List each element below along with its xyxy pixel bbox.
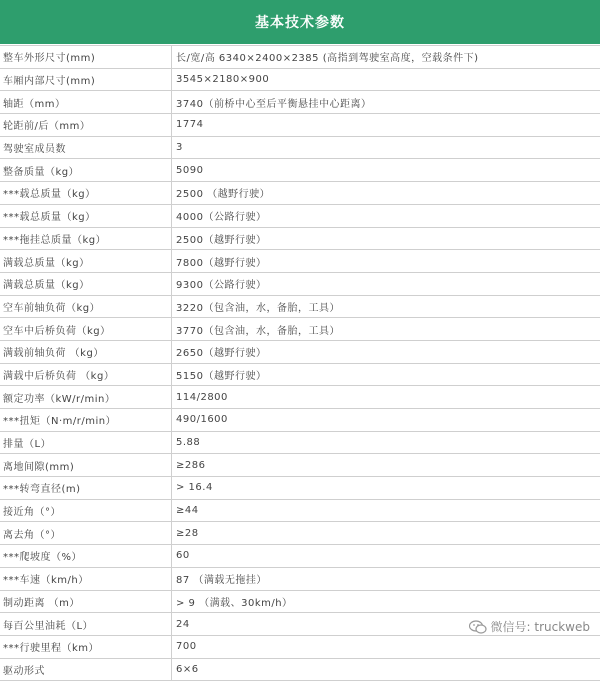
row-value: 3545×2180×900 — [172, 68, 600, 91]
row-label: 满载前轴负荷 （kg） — [0, 340, 172, 363]
row-label: 排量（L） — [0, 431, 172, 454]
row-label: 额定功率（kW/r/min） — [0, 386, 172, 409]
row-label: 每百公里油耗（L） — [0, 613, 172, 636]
table-row — [0, 204, 600, 227]
row-label: 离去角（°） — [0, 522, 172, 545]
table-row — [0, 409, 600, 432]
row-label: ***扭矩（N·m/r/min） — [0, 409, 172, 432]
row-value: 24 — [172, 613, 600, 636]
table-row — [0, 454, 600, 477]
table-row — [0, 567, 600, 590]
row-value: 4000（公路行驶） — [172, 204, 600, 227]
row-value: > 9 （满载、30km/h） — [172, 590, 600, 613]
table-row — [0, 114, 600, 137]
row-value: 1774 — [172, 114, 600, 137]
row-label: 空车中后桥负荷（kg） — [0, 318, 172, 341]
row-label: 满载中后桥负荷 （kg） — [0, 363, 172, 386]
title-text: 基本技术参数 — [255, 12, 345, 32]
row-value: 5150（越野行驶） — [172, 363, 600, 386]
table-row — [0, 136, 600, 159]
row-value: 9300（公路行驶） — [172, 272, 600, 295]
row-label: 满载总质量（kg） — [0, 272, 172, 295]
table-row — [0, 658, 600, 681]
table-row — [0, 499, 600, 522]
table-row — [0, 386, 600, 409]
row-label: 整车外形尺寸(mm) — [0, 46, 172, 69]
row-value: > 16.4 — [172, 477, 600, 500]
row-value: 60 — [172, 545, 600, 568]
row-label: 轮距前/后（mm） — [0, 114, 172, 137]
table-row — [0, 68, 600, 91]
table-row — [0, 46, 600, 69]
row-value: 490/1600 — [172, 409, 600, 432]
row-label: ***转弯直径(m) — [0, 477, 172, 500]
row-label: 驾驶室成员数 — [0, 136, 172, 159]
table-row — [0, 340, 600, 363]
table-row — [0, 318, 600, 341]
row-value: 2500（越野行驶） — [172, 227, 600, 250]
wechat-icon — [469, 620, 487, 634]
table-row — [0, 545, 600, 568]
row-label: ***车速（km/h） — [0, 567, 172, 590]
table-row — [0, 91, 600, 114]
row-value: 长/宽/高 6340×2400×2385 (高指到驾驶室高度，空载条件下) — [172, 46, 600, 69]
row-value: 5.88 — [172, 431, 600, 454]
row-label: 驱动形式 — [0, 658, 172, 681]
row-value: 3770（包含油，水，备胎，工具） — [172, 318, 600, 341]
table-row — [0, 227, 600, 250]
row-label: 满载总质量（kg） — [0, 250, 172, 273]
row-value: ≥44 — [172, 499, 600, 522]
row-value: 700 — [172, 635, 600, 658]
row-label: ***载总质量（kg） — [0, 204, 172, 227]
row-label: 车厢内部尺寸(mm) — [0, 68, 172, 91]
row-label: 空车前轴负荷（kg） — [0, 295, 172, 318]
row-value: 2500 （越野行驶） — [172, 182, 600, 205]
table-row — [0, 590, 600, 613]
row-value: 87 （满载无拖挂） — [172, 567, 600, 590]
spec-table — [0, 45, 600, 681]
row-label: 整备质量（kg） — [0, 159, 172, 182]
table-row — [0, 522, 600, 545]
row-value: ≥28 — [172, 522, 600, 545]
row-value: 3 — [172, 136, 600, 159]
table-row — [0, 635, 600, 658]
table-row — [0, 477, 600, 500]
table-row — [0, 295, 600, 318]
row-value: 2650（越野行驶） — [172, 340, 600, 363]
page-title — [0, 0, 600, 44]
row-value: 6×6 — [172, 658, 600, 681]
row-value: 3740（前桥中心至后平衡悬挂中心距离） — [172, 91, 600, 114]
watermark-text: 微信号: truckweb — [491, 618, 590, 635]
table-row — [0, 159, 600, 182]
row-value: 114/2800 — [172, 386, 600, 409]
watermark — [469, 618, 590, 635]
row-label: 制动距离 （m） — [0, 590, 172, 613]
row-label: ***拖挂总质量（kg） — [0, 227, 172, 250]
row-label: 轴距（mm） — [0, 91, 172, 114]
table-row — [0, 431, 600, 454]
row-label: ***载总质量（kg） — [0, 182, 172, 205]
row-label: 接近角（°） — [0, 499, 172, 522]
row-value: 3220（包含油，水，备胎，工具） — [172, 295, 600, 318]
row-value: 7800（越野行驶） — [172, 250, 600, 273]
table-row — [0, 182, 600, 205]
table-row — [0, 363, 600, 386]
table-row — [0, 250, 600, 273]
row-value: ≥286 — [172, 454, 600, 477]
row-label: ***行驶里程（km） — [0, 635, 172, 658]
row-value: 5090 — [172, 159, 600, 182]
row-label: 离地间隙(mm) — [0, 454, 172, 477]
row-label: ***爬坡度（%） — [0, 545, 172, 568]
table-row — [0, 272, 600, 295]
